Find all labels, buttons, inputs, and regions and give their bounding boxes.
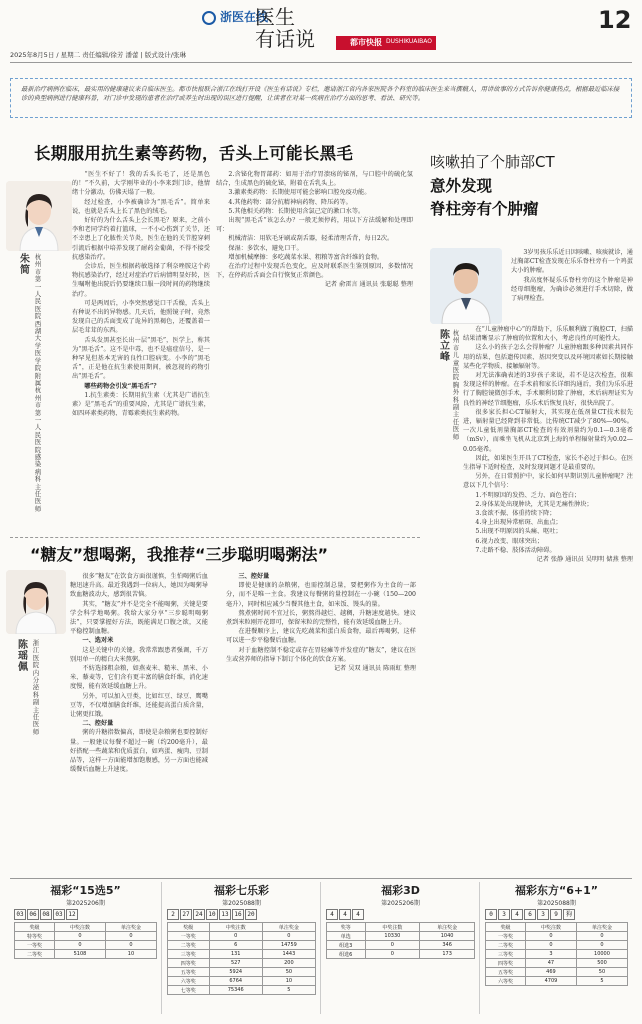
lottery-number: 27 — [180, 909, 192, 920]
lottery-numbers — [167, 909, 316, 920]
table-cell: 五等奖 — [486, 968, 526, 977]
lottery-number: 狗 — [563, 909, 575, 920]
table-cell: 0 — [576, 932, 627, 941]
lottery-15x5 — [10, 882, 162, 1014]
list-item: 6.视力改变、眼球突出； — [475, 537, 544, 545]
paragraph: 会诊后，医生根据药敏选择了利奈唑胺这个药物抗感染治疗，经过对症治疗后病情明显好转，医生嘱咐他出院后仍要继续口服一段时间的药物继续治疗。 — [72, 263, 210, 298]
table-cell: 47 — [525, 959, 576, 968]
lottery-issue: 第2025206期 — [66, 900, 105, 907]
table-cell: 一等奖 — [486, 932, 526, 941]
page-header — [0, 0, 642, 62]
lottery-number: 2 — [167, 909, 179, 920]
paragraph: 机械清洁：用软毛牙刷或刮舌器，轻柔清理舌背，每日2次。 — [228, 235, 394, 243]
paragraph: 在进餐顺序上，建议先吃蔬菜和蛋白质食物，最后再喝粥，这样可以进一步平稳餐后血糖。 — [226, 628, 416, 645]
subheading: 哪些药物会引发“黑毛舌”？ — [84, 382, 160, 390]
lottery-number: 03 — [14, 909, 26, 920]
paragraph: 我高度怀疑乐乐脊柱旁的这个肿瘤是神经母细胞瘤，为确诊必须进行手术切除，做了病理检查。 — [511, 276, 633, 303]
table-cell: 奖等 — [327, 923, 366, 932]
table-cell: 0 — [525, 932, 576, 941]
table-row — [486, 941, 628, 950]
lottery-title: 福彩七乐彩 — [214, 884, 269, 897]
paragraph: 这么小的孩子怎么会得肿瘤？儿童肿瘤跟多种因素共同作用的结果，包括遗传因素、基因突变以及环境因素如长期接触某些化学物质、接触辐射等。 — [463, 344, 633, 370]
list-item: 5.出现不明原因的头痛、呕吐； — [475, 528, 562, 536]
table-row — [327, 932, 475, 941]
table-cell: 500 — [576, 959, 627, 968]
lottery-number: 12 — [66, 909, 78, 920]
doctor-portrait-icon — [6, 181, 72, 251]
table-row — [486, 959, 628, 968]
paragraph: 在“儿童肿瘤中心”的帮助下，乐乐顺利做了胸腔CT，扫描结果清晰显示了肿瘤的位置和大小，考虑良性的可能性大。 — [463, 326, 633, 343]
lottery-3d — [322, 882, 480, 1014]
subheading: 一、选对米 — [82, 637, 114, 645]
table-row — [486, 932, 628, 941]
lottery-issue: 第2025088期 — [537, 900, 576, 907]
table-row — [486, 968, 628, 977]
table-cell: 0 — [365, 941, 420, 950]
table-cell: 10000 — [576, 950, 627, 959]
paragraph: 在治疗过程中发现舌色变化，应及时联系医生鉴别原因，多数情况下，在停药后舌面会自行恢复正常颜色。 — [216, 263, 413, 280]
table-cell: 6764 — [209, 977, 262, 986]
table-cell: 75346 — [209, 986, 262, 995]
paragraph: 对于血糖控制不稳定或存在胃轻瘫等并发症的“糖友”，建议在医生或营养师的指导下制订个体化的饮食方案。 — [226, 646, 416, 663]
paragraph: 增加机械摩擦：多吃蔬菜水果、粗粮等富含纤维的食物。 — [228, 253, 384, 261]
article2-byline: 记者 张静 通讯员 吴明明 储燕 整理 — [536, 556, 633, 564]
table-cell: 六等奖 — [168, 977, 210, 986]
table-cell: 二等奖 — [168, 941, 210, 950]
table-cell: 346 — [420, 941, 475, 950]
paragraph: 出现“黑毛舌”该怎么办？一般无须停药，用以下方法缓解和处理即可： — [216, 217, 413, 234]
table-cell: 10330 — [365, 932, 420, 941]
table-cell: 二等奖 — [15, 950, 55, 959]
lottery-prize-table — [167, 922, 316, 995]
dateline: 2025年8月5日 / 星期二 责任编辑/徐芳 潘蕾 | 版式设计/张琳 — [10, 51, 186, 59]
table-cell: 一等奖 — [15, 941, 55, 950]
logo-text: 浙医在线 — [220, 10, 269, 24]
table-cell: 0 — [54, 932, 105, 941]
table-cell: 1040 — [420, 932, 475, 941]
article2-doctor-title: 杭州市儿童医院胸外科副主任医师 — [452, 330, 460, 441]
table-cell: 奖级 — [486, 923, 526, 932]
article2-intro-column — [511, 248, 633, 303]
paragraph: 3.激素类药物：长期使用可能会影响口腔免疫功能。 — [228, 189, 371, 197]
paragraph: 对无法准确表述的3岁孩子来说，若不是这次检查，很难发现这样的肿瘤。在手术前和家长详细沟通后，我们为乐乐进行了胸腔镜微创手术，手术顺利切除了肿瘤，术后病理证实为良性的神经节细胞瘤，乐乐术后恢复良好，很快出院了。 — [463, 372, 633, 407]
paragraph: 4.其他药物：部分抗精神病药物、降压药等。 — [228, 198, 352, 206]
table-row — [168, 986, 316, 995]
table-cell: 特等奖 — [15, 932, 55, 941]
table-cell: 单注奖金 — [262, 923, 315, 932]
column-intro-box — [10, 78, 632, 118]
paragraph: 不妨选择粗杂粮，如燕麦米、糙米、黑米、小米、藜麦等，它们含有更丰富的膳食纤维，消化速度慢，能有效延缓血糖上升。 — [70, 665, 208, 691]
table-cell: 10 — [262, 977, 315, 986]
lottery-number: 20 — [245, 909, 257, 920]
lottery-numbers — [14, 909, 157, 920]
paragraph: 1.抗生素类：长期用抗生素（尤其是广谱抗生素）是“黑毛舌”的重要风险，尤其是广谱抗生素，如四环素类药物、青霉素类抗生素药物。 — [72, 391, 210, 418]
table-cell: 单注奖金 — [105, 923, 156, 932]
table-cell: 四等奖 — [168, 959, 210, 968]
lottery-prize-table — [326, 922, 475, 959]
list-item: 1.不明原因的发热、乏力、面色苍白； — [475, 491, 581, 499]
table-cell: 3 — [525, 950, 576, 959]
table-cell: 0 — [54, 941, 105, 950]
lottery-number: 13 — [219, 909, 231, 920]
table-row — [168, 959, 316, 968]
lottery-number: 24 — [193, 909, 205, 920]
table-cell: 0 — [525, 941, 576, 950]
table-cell: 14759 — [262, 941, 315, 950]
paragraph: 熬煮粥时间不宜过长，粥熬得越烂、越稠，升糖速度越快。建议煮到米粒刚开花即可，保留米粒的完整性，能有效延缓血糖上升。 — [226, 609, 416, 627]
table-cell: 三等奖 — [486, 950, 526, 959]
table-cell: 50 — [576, 968, 627, 977]
table-cell: 组选3 — [327, 941, 366, 950]
table-row — [168, 923, 316, 932]
table-cell: 组选6 — [327, 950, 366, 959]
subheading: 三、控好量 — [238, 573, 270, 580]
lottery-number: 4 — [326, 909, 338, 920]
table-row — [168, 932, 316, 941]
article1-headline: 长期服用抗生素等药物，舌头上可能长黑毛 — [34, 144, 354, 163]
section-title-line1: 医生 — [255, 5, 295, 29]
table-cell: 四等奖 — [486, 959, 526, 968]
table-cell: 50 — [262, 968, 315, 977]
table-cell: 0 — [105, 941, 156, 950]
table-cell: 0 — [262, 932, 315, 941]
table-cell: 0 — [209, 932, 262, 941]
article3-column1 — [70, 572, 208, 774]
table-row — [168, 968, 316, 977]
table-cell: 中奖注数 — [525, 923, 576, 932]
paragraph: 可是两周后，小李突然感觉口干舌燥，舌头上有种说不出的异物感。几天后，他照镜子时，竟然发现自己的舌面变成了诡异的黑褐色，还覆盖着一层毛茸茸的东西。 — [72, 299, 210, 335]
table-cell: 1443 — [262, 950, 315, 959]
column-intro-text: 最新治疗病例在临床，最实用的健康建议来自临床医生。都市快报联合浙江在线打开设《医生有话说》专栏，邀请浙江省内各家医院各个科室的临床医生来当撰稿人，用讲故事的方式告诉你健康热点，根据最近临床接诊的典型病例进行健康科普，对门诊中发现的患者在治疗或养生时出现的误区进行提醒，让读者在对某一疾病在治疗方面的思考、看法、研究等。 — [21, 86, 620, 103]
table-cell: 10 — [105, 950, 156, 959]
table-cell: 131 — [209, 950, 262, 959]
paragraph: 即使是健康的杂粮粥，也需控制总量，要把粥作为主食的一部分，而不是唯一主食。我建议每餐粥的量控制在一小碗（150—200毫升），同时相应减少当餐其他主食，如米饭、馒头的量。 — [226, 582, 416, 608]
lottery-dongfang-6plus1 — [481, 882, 632, 1014]
lottery-title: 福彩“15选5” — [50, 884, 121, 897]
paragraph: 好好的为什么舌头上会长黑毛？原来，之前小李和老同学约着打篮球，一不小心伤到了关节，还不幸患上了化脓性关节炎，医生在他的关节腔穿刺引流后根据中培养发现了耐药金葡菌，不得不接受抗感染治疗。 — [72, 217, 210, 261]
article2-headline-line2: 意外发现 — [430, 177, 493, 195]
lottery-number: 03 — [53, 909, 65, 920]
article3-doctor-name — [18, 640, 27, 676]
lottery-number: 3 — [498, 909, 510, 920]
table-row — [168, 950, 316, 959]
table-cell: 单注奖金 — [420, 923, 475, 932]
paragraph: “医生不好了！我的舌头长毛了，还是黑色的！”不久前，大学刚毕业的小李来到门诊，他情绪十分激动，仿佛天塌了一般。 — [72, 171, 210, 197]
paper-name-english: DUSHIKUAIBAO — [386, 38, 432, 45]
doctor-name-text: 朱简 — [20, 254, 30, 276]
paragraph: 舌头发黑甚至长出一层“黑毛”，医学上，称其为“黑毛舌”。这不是中毒，也不是癌症信号，是一种罕见但基本无害的良性口腔病变。小李的“黑毛舌”，正是他在抗生素使用期间，被忽视的药物引出“黑毛舌”。 — [72, 336, 210, 381]
paragraph: 因此，如果医生开具了CT检查，家长不必过于担心。在医生指导下适时检查，及时发现问题才是最重要的。 — [463, 454, 633, 472]
article2-headline-line3: 脊柱旁有个肿瘤 — [430, 200, 539, 218]
article2-doctor-photo — [430, 248, 502, 324]
table-row — [327, 941, 475, 950]
lottery-number: 08 — [40, 909, 52, 920]
lottery-number: 4 — [339, 909, 351, 920]
table-cell: 0 — [105, 932, 156, 941]
article3-doctor-title: 浙江医院内分泌科副主任医师 — [32, 640, 40, 736]
paragraph: 很多“糖友”在饮食方面很谨慎，生怕喝粥后血糖迅速升高。最近我遇到一位病人，她因为喝粥导致血糖波动大，感到很苦恼。 — [70, 573, 208, 599]
table-cell: 六等奖 — [486, 977, 526, 986]
section-title — [255, 6, 315, 50]
lottery-number: 6 — [524, 909, 536, 920]
table-cell: 七等奖 — [168, 986, 210, 995]
table-cell: 奖级 — [168, 923, 210, 932]
paragraph: 粥的升糖指数偏高，即使是杂粮粥也要控制好量。一般建议每餐不超过一碗（约200毫升），最好搭配一些蔬菜和优质蛋白，如鸡蛋、瘦肉、豆制品等，这样一方面能增加饱腹感，另一方面也能减缓餐后血糖上升速度。 — [70, 729, 208, 774]
table-row — [15, 941, 157, 950]
paragraph: 保湿：多饮水，避免口干。 — [228, 244, 303, 252]
lottery-title: 福彩东方“6+1” — [515, 884, 598, 897]
lottery-number: 0 — [485, 909, 497, 920]
table-cell: 5 — [262, 986, 315, 995]
header-divider — [10, 62, 632, 63]
table-row — [15, 950, 157, 959]
table-cell: 469 — [525, 968, 576, 977]
lottery-number: 3 — [537, 909, 549, 920]
table-cell: 5924 — [209, 968, 262, 977]
article2-doctor-name — [440, 330, 449, 366]
table-cell: 一等奖 — [168, 932, 210, 941]
article2-headline-line1: 咳嗽拍了个肺部CT — [430, 153, 555, 171]
paragraph: 3岁男孩乐乐近日因咳嗽、咳痰就诊，通过胸部CT检查发现在乐乐脊柱旁有一个鸡蛋大小的肿瘤。 — [511, 249, 633, 275]
paragraph: 很多家长担心CT辐射大，其实现在低剂量CT技术很先进，辐射量已经降到非常低。比传统CT减少了80%—90%。一次儿童低剂量胸部CT检查的有效剂量约为0.1—0.3毫希（mSv），而乘坐飞机从北京到上海的单程辐射量约为0.02—0.05毫希。 — [463, 408, 633, 453]
lottery-title: 福彩3D — [381, 884, 420, 897]
table-row — [486, 977, 628, 986]
table-cell: 527 — [209, 959, 262, 968]
table-row — [15, 932, 157, 941]
table-row — [327, 923, 475, 932]
doctor-portrait-icon — [6, 570, 66, 634]
table-cell: 中奖注数 — [54, 923, 105, 932]
table-row — [486, 950, 628, 959]
article1-column2 — [216, 170, 413, 290]
table-cell: 0 — [576, 941, 627, 950]
article1-byline: 记者 俞雷言 通讯员 张聪聪 整理 — [324, 281, 413, 289]
lottery-issue: 第2025206期 — [381, 900, 420, 907]
table-cell: 奖级 — [15, 923, 55, 932]
lottery-issue: 第2025088期 — [222, 900, 261, 907]
list-item: 2.身体某处出现肿块，尤其是无痛性肿块； — [475, 500, 593, 508]
article1-column1 — [72, 170, 210, 535]
table-cell: 二等奖 — [486, 941, 526, 950]
article3-doctor-photo — [6, 570, 66, 634]
doctor-name-text: 陈立峰 — [440, 330, 450, 363]
article3-column2 — [226, 572, 416, 673]
doctor-name-text: 陈瑶佩 — [18, 640, 28, 673]
table-cell: 0 — [365, 950, 420, 959]
list-item: 7.走路不稳、肢体活动障碍。 — [475, 546, 556, 554]
paragraph: 2.含铋化物胃部药：如用于治疗胃溃疡的铋剂，与口腔中的硫化氢结合，生成黑色的硫化铋，附着在舌乳头上。 — [216, 171, 413, 188]
subheading: 二、控好量 — [82, 720, 114, 728]
paragraph: 另外，在日常照护中，家长如何早期识别儿童肿瘤呢？注意以下几个信号： — [463, 473, 633, 490]
table-row — [168, 977, 316, 986]
table-row — [486, 923, 628, 932]
table-cell: 单注奖金 — [576, 923, 627, 932]
section-title-line2: 有话说 — [255, 27, 315, 51]
table-row — [327, 950, 475, 959]
article1-doctor-name — [20, 254, 29, 279]
article2-main-column — [463, 325, 633, 564]
lottery-number: 4 — [352, 909, 364, 920]
lottery-numbers — [485, 909, 628, 920]
article3-headline: “糖友”想喝粥，我推荐“三步聪明喝粥法” — [30, 545, 329, 564]
table-cell: 单选 — [327, 932, 366, 941]
lottery-prize-table — [14, 922, 157, 959]
lottery-number: 10 — [206, 909, 218, 920]
table-cell: 5108 — [54, 950, 105, 959]
table-cell: 200 — [262, 959, 315, 968]
table-cell: 三等奖 — [168, 950, 210, 959]
lottery-qilecai — [163, 882, 321, 1014]
paper-name: 都市快报 — [350, 38, 382, 47]
table-cell: 4709 — [525, 977, 576, 986]
table-cell: 5 — [576, 977, 627, 986]
doctor-portrait-icon — [430, 248, 502, 324]
article-divider — [10, 537, 420, 538]
lottery-number: 9 — [550, 909, 562, 920]
lottery-divider — [10, 878, 632, 879]
lottery-numbers — [326, 909, 475, 920]
paragraph: 经过检查，小李被确诊为“黑毛舌”。简单来说，也就是舌头上长了黑色的绒毛。 — [72, 198, 210, 215]
article3-byline: 记者 吴双 通讯员 陈雨虹 整理 — [333, 665, 416, 673]
table-cell: 五等奖 — [168, 968, 210, 977]
table-row — [168, 941, 316, 950]
paragraph: 其实，“糖友”并不是完全不能喝粥，关键是要学会科学地喝粥。我给大家分享“三步聪明喝粥法”，只要掌握好方法，既能满足口腹之欲，又能平稳控制血糖。 — [70, 600, 208, 636]
table-cell: 中奖注数 — [365, 923, 420, 932]
lottery-number: 16 — [232, 909, 244, 920]
article1-doctor-title: 杭州市第一人民医院西湖大学医学院附属杭州市第一人民医院感染病科主任医师 — [34, 254, 42, 513]
lottery-prize-table — [485, 922, 628, 986]
article1-doctor-photo — [6, 181, 72, 251]
paragraph: 这是关键中的关键。我常常跟患者强调，千万别用单一的精白大米熬粥。 — [70, 646, 208, 663]
list-item: 4.身上出现异常瘀斑、出血点； — [475, 519, 562, 527]
list-item: 3.食欲不振、体重持续下降； — [475, 510, 556, 518]
paragraph: 另外，可以加入豆类，比如红豆、绿豆、鹰嘴豆等，不仅增加膳食纤维，还能提高蛋白质含量，让粥更扛饿。 — [70, 692, 208, 719]
table-cell: 中奖注数 — [209, 923, 262, 932]
table-cell: 6 — [209, 941, 262, 950]
table-row — [15, 923, 157, 932]
page-number: 12 — [598, 6, 632, 34]
lottery-number: 4 — [511, 909, 523, 920]
paragraph: 5.其他相关药物：长期使用含氯己定的漱口水等。 — [228, 207, 365, 215]
logo-icon — [202, 11, 216, 25]
table-cell: 173 — [420, 950, 475, 959]
lottery-number: 06 — [27, 909, 39, 920]
